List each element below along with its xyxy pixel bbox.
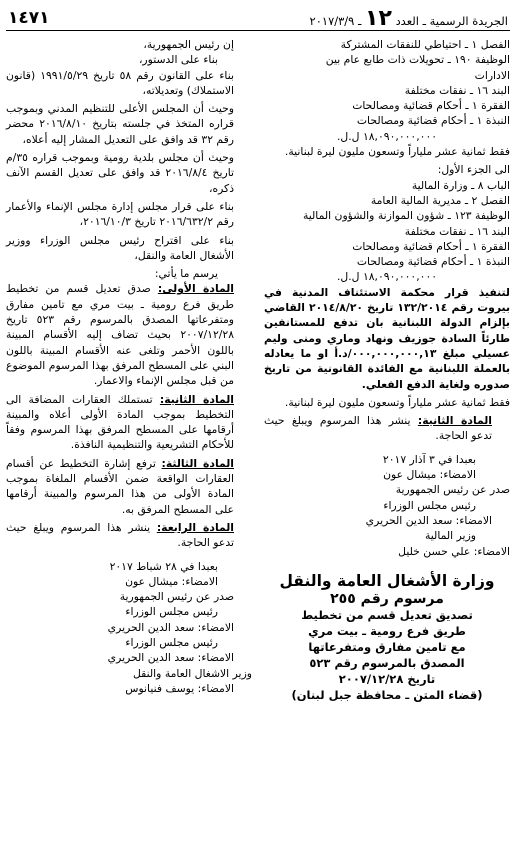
budget-amount: ١٨,٠٩٠,٠٠٠,٠٠٠ ل.ل. [336, 270, 438, 284]
article-label: المادة الرابعة: [156, 520, 234, 534]
decree-title-line: مع تامين مفارق ومتفرعاتها [308, 639, 466, 654]
signature-line: رئيس مجلس الوزراء [125, 635, 218, 649]
para-municipality: وحيث أن مجلس بلدية رومية وبموجب قراره ٣٥/م تاريخ ٢٠١٦/٨/٤ قد وافق على تعديل القسم الآنف ذكره، [6, 151, 234, 195]
decree-heading [264, 591, 510, 703]
signature-line: الامضاء: علي حسن خليل [398, 544, 510, 558]
signature-line: رئيس مجلس الوزراء [125, 605, 218, 619]
article-label: المادة الثالثة: [161, 456, 235, 470]
signature-line: وزير المالية [425, 529, 476, 543]
signed-at: بعبدا في ٢٨ شباط ٢٠١٧ [109, 559, 218, 573]
article-label: المادة الثانية: [417, 414, 493, 428]
signature-block [6, 559, 252, 697]
budget-line: البند ١٦ ـ نفقات مختلفة [404, 83, 510, 97]
signature-line: صدر عن رئيس الجمهورية [119, 590, 234, 604]
budget-line: النبذة ١ ـ أحكام قضائية ومصالحات [356, 114, 510, 128]
decree-title-line: تاريخ ٢٠٠٧/١٢/٢٨ [338, 671, 436, 686]
decree-number: مرسوم رقم ٢٥٥ [330, 590, 444, 607]
signature-line: وزير الاشغال العامة والنقل [133, 666, 252, 680]
budget-line: الفصل ٢ ـ مديرية المالية العامة [370, 193, 510, 207]
signature-line: الامضاء: ميشال عون [383, 468, 476, 482]
article-text: تستملك العقارات المضافة الى التخطيط بموجب المادة الأولى أعلاه والمبينة أرقامها على المسطح المرفق بهذا المرسوم وفقاً للأحكام التشريعية والتنظيمية النافذة. [6, 392, 234, 452]
signature-line: الامضاء: سعد الدين الحريري [107, 651, 234, 665]
article-text: ترفع إشارة التخطيط عن أقسام العقارات الواقعة ضمن الأقسام الملغاة بموجب المادة الأولى من هذا المرسوم والمبينة أرقامها على المسطح المرفق به. [6, 456, 234, 516]
para-proposal: بناء على اقتراح رئيس مجلس الوزراء ووزير الأشغال العامة والنقل، [6, 233, 234, 262]
signature-line: الامضاء: ميشال عون [125, 574, 218, 588]
amount-in-words: فقط ثمانية عشر ملياراً وتسعون مليون ليرة لبنانية. [284, 145, 510, 159]
signature-line: الامضاء: سعد الدين الحريري [365, 513, 492, 527]
decree-title-line: (قضاء المتن ـ محافظة جبل لبنان) [291, 687, 483, 702]
intro-line: إن رئيس الجمهورية، [143, 38, 234, 51]
signature-line: الامضاء: سعد الدين الحريري [107, 620, 234, 634]
right-column [264, 37, 510, 703]
budget-line: البند ١٦ ـ نفقات مختلفة [404, 224, 510, 238]
decree-title-line: طريق فرع رومية ـ بيت مري [308, 623, 466, 638]
signature-line: الامضاء: يوسف فنيانوس [125, 681, 234, 695]
issue-date: ـ ٢٠١٧/٣/٩ [309, 14, 362, 28]
budget-line: الادارات [474, 68, 510, 82]
article-three [6, 456, 252, 517]
budget-block-1 [264, 37, 510, 144]
budget-line: الفقرة ١ ـ أحكام قضائية ومصالحات [352, 99, 510, 113]
para-cdr: بناء على قرار مجلس إدارة مجلس الإنماء والأعمار رقم ٢٠١٦/٦٣٢/٢ تاريخ ٢٠١٦/١٠/٣، [6, 199, 234, 229]
intro-line: بناء على الدستور، [138, 53, 218, 67]
article-text: ينشر هذا المرسوم ويبلغ حيث تدعو الحاجة. [6, 520, 234, 550]
article-two [6, 392, 252, 453]
budget-line: الوظيفة ١٢٣ ـ شؤون الموازنة والشؤون المالية [302, 209, 510, 223]
execution-text: لتنفيذ قرار محكمة الاستئناف المدنية في بيروت رقم ١٣٢/٢٠١٤ تاريخ ٢٠١٤/٨/٢٠ القاضي بإلزام الدولة اللبنانية بان تدفع للمستانفين طارئاً السادة جوزيف ونهاد وماري ومنى وليم عسيلي مبلغ ٠٠٠,٠٠٠,٠٠٠,١٣/د.أ او ما يعادله بالعملة اللبنانية مع الفائدة القانونية من تاريخ صدوره ولغاية الدفع الفعلي. [264, 285, 511, 391]
columns [6, 37, 510, 703]
budget-amount: ١٨,٠٩٠,٠٠٠,٠٠٠ ل.ل. [336, 129, 438, 143]
para-council: وحيث أن المجلس الأعلى للتنظيم المدني وبموجب قراره المتخذ في جلسته بتاريخ ٢٠١٦/٨/١٠ محضر رقم ٣٢ قد وافق على التعديل المشار إليه أعلاه، [6, 102, 234, 146]
decrees-heading: يرسم ما يأتي: [154, 267, 218, 281]
journal-title: الجريدة الرسمية ـ العدد [395, 14, 508, 28]
amount-in-words: فقط ثمانية عشر ملياراً وتسعون مليون ليرة لبنانية. [284, 395, 510, 409]
budget-line: الباب ٨ ـ وزارة المالية [411, 178, 510, 192]
decree-title-line: المصدق بالمرسوم رقم ٥٢٣ [309, 655, 465, 670]
left-column [6, 37, 252, 703]
budget-block-2 [264, 178, 510, 285]
article-label: المادة الثانية: [159, 392, 234, 406]
article-one [6, 281, 252, 388]
signed-at: بعبدا في ٣ آذار ٢٠١٧ [382, 452, 476, 466]
signature-line: صدر عن رئيس الجمهورية [395, 483, 510, 497]
issue-number: ١٢ [365, 6, 392, 31]
article-two [264, 413, 510, 444]
article-four [6, 520, 252, 551]
page-header [6, 6, 510, 31]
decree-title-line: تصديق تعديل قسم من تخطيط [301, 607, 473, 622]
budget-line: الفقرة ١ ـ أحكام قضائية ومصالحات [352, 239, 510, 253]
article-label: المادة الأولى: [157, 282, 235, 296]
part-heading: الى الجزء الأول: [437, 163, 510, 177]
signature-block [264, 452, 510, 559]
journal-title-group [309, 6, 508, 31]
budget-line: النبذة ١ ـ أحكام قضائية ومصالحات [356, 255, 510, 269]
ministry-title: وزارة الأشغال العامة والنقل [279, 571, 495, 590]
article-text: صدق تعديل قسم من تخطيط طريق فرع رومية ـ بيت مري مع تامين مفارق ومتفرعاتها المصدق بالمرسوم رقم ٥٢٣ تاريخ ٢٠٠٧/١٢/٢٨ بحيث تضاف إليه الأقسام المبينة باللون الأحمر وتلغى عنه الأقسام المبينة باللون البني على المسطح المرفق بهذا المرسوم الموضوع من قبل مجلس الإنماء والاعمار. [6, 282, 234, 388]
para-law: بناء على القانون رقم ٥٨ تاريخ ١٩٩١/٥/٢٩ (قانون الاستملاك) وتعديلاته، [6, 68, 234, 97]
article-text: ينشر هذا المرسوم ويبلغ حيث تدعو الحاجة. [264, 414, 492, 443]
budget-line: الفصل ١ ـ احتياطي للنفقات المشتركة [340, 38, 510, 51]
signature-line: رئيس مجلس الوزراء [383, 498, 476, 512]
budget-line: الوظيفة ١٩٠ ـ تحويلات ذات طابع عام بين [325, 53, 510, 67]
page-number: ١٤٧١ [8, 8, 50, 28]
